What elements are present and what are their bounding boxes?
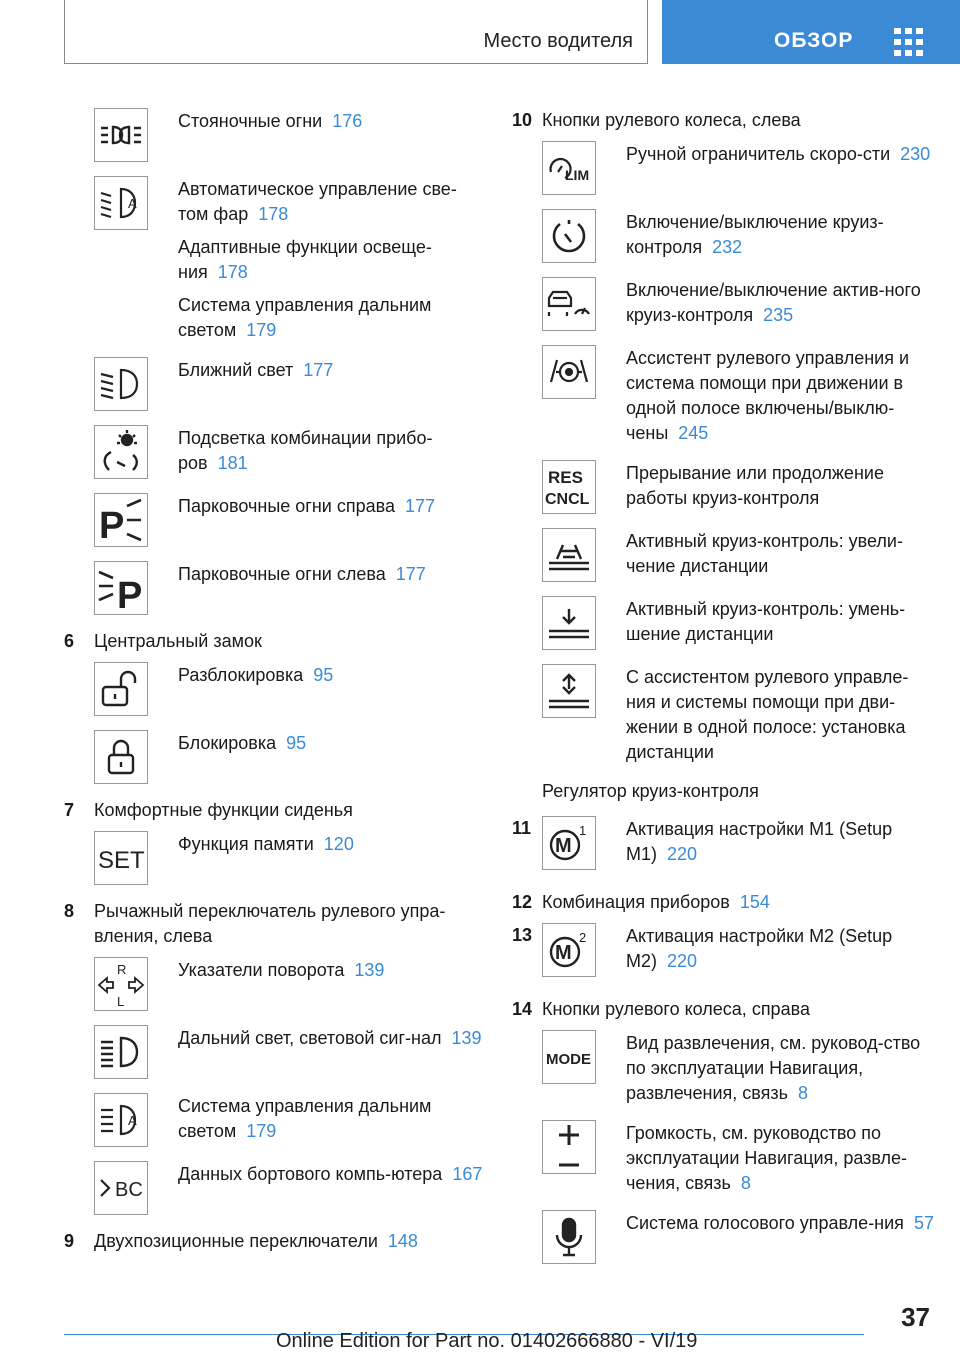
unlock-icon-graphic	[95, 663, 147, 715]
section-title	[94, 629, 484, 654]
icon-row	[542, 209, 936, 263]
distance-set-icon	[542, 664, 596, 718]
section-number: 11	[512, 818, 532, 838]
section-title-text: Комфортные функции сиденья	[94, 800, 353, 820]
description-text: Стояночные огни	[178, 111, 323, 131]
set-icon-graphic	[95, 832, 147, 884]
svg-text:P: P	[117, 575, 143, 614]
icon-row	[542, 1120, 936, 1196]
svg-text:P: P	[99, 505, 125, 546]
description	[178, 358, 484, 383]
row-text	[178, 1026, 484, 1051]
page-reference-link[interactable]: 177	[395, 564, 426, 584]
svg-text:RES: RES	[548, 468, 583, 487]
description	[178, 958, 484, 983]
description-text: Система управления дальним светом	[178, 295, 432, 340]
page-reference-link[interactable]: 220	[667, 844, 698, 864]
icon-row	[542, 816, 936, 870]
header-title: Место водителя	[483, 30, 633, 52]
description	[626, 142, 936, 167]
page-reference-link[interactable]: 95	[286, 733, 307, 753]
description	[178, 426, 484, 476]
section-title	[94, 798, 484, 823]
description-text: Функция памяти	[178, 834, 314, 854]
description	[626, 1121, 936, 1196]
svg-text:M: M	[555, 942, 572, 964]
description-text: Вид развлечения, см. руковод-ство по эксплуатации Навигация, развлечения, связь	[626, 1033, 921, 1103]
right-column	[512, 108, 936, 1278]
section-number: 13	[512, 925, 533, 945]
page-reference-link[interactable]: 230	[900, 144, 931, 164]
description	[626, 817, 936, 867]
description-text: Система управления дальним светом	[178, 1096, 432, 1141]
page-reference-link[interactable]: 8	[740, 1173, 751, 1193]
description-text: Система голосового управле-ния	[626, 1213, 904, 1233]
description	[626, 278, 936, 328]
volume-icon	[542, 1120, 596, 1174]
icon-row	[94, 561, 484, 615]
description-text: Подсветка комбинации прибо-ров	[178, 428, 433, 473]
description	[178, 1026, 484, 1051]
left-column	[64, 108, 484, 1262]
section-title-text: Рычажный переключатель рулевого упра-вления, слева	[94, 901, 446, 946]
svg-text:A: A	[128, 196, 137, 211]
description	[626, 597, 936, 647]
page-reference-link[interactable]: 181	[217, 453, 248, 473]
svg-text:CNCL: CNCL	[545, 491, 590, 508]
description-text: С ассистентом рулевого управле-ния и системы помощи при дви-жении в одной полосе: установка дистанции	[626, 667, 909, 762]
page-reference-link[interactable]: 220	[667, 951, 698, 971]
description-text: Прерывание или продолжение работы круиз-контроля	[626, 463, 884, 508]
m2-icon-graphic	[543, 924, 595, 976]
row-text	[626, 597, 936, 647]
row-text	[626, 142, 936, 167]
section-title	[542, 890, 936, 915]
description	[626, 1211, 936, 1236]
parking-light-left-icon	[94, 561, 148, 615]
icon-row	[542, 277, 936, 331]
description	[178, 832, 484, 857]
section-title-text: Центральный замок	[94, 631, 262, 651]
row-text	[626, 924, 936, 974]
description-text: Блокировка	[178, 733, 277, 753]
unlock-icon	[94, 662, 148, 716]
page-reference-link[interactable]: 139	[354, 960, 385, 980]
section-number: 7	[64, 800, 75, 820]
section-heading	[512, 890, 936, 915]
icon-row	[542, 1210, 936, 1264]
row-text	[178, 177, 484, 343]
description	[626, 665, 936, 765]
description	[178, 109, 484, 134]
turn-signal-icon-graphic	[95, 958, 147, 1010]
svg-text:L: L	[117, 994, 125, 1009]
page-reference-link[interactable]: 8	[798, 1083, 809, 1103]
icon-row	[94, 1025, 484, 1079]
description	[178, 1094, 484, 1144]
icon-row	[542, 1030, 936, 1106]
section-heading	[512, 923, 936, 991]
svg-text:SET: SET	[98, 847, 145, 874]
row-text	[626, 278, 936, 328]
icon-row	[94, 662, 484, 716]
m2-icon	[542, 923, 596, 977]
description-text: Активация настройки M2 (Setup M2)	[626, 926, 893, 971]
section-title-text: Комбинация приборов	[542, 892, 730, 912]
board-computer-icon-graphic	[95, 1162, 147, 1214]
description	[626, 924, 936, 974]
row-text	[178, 494, 484, 519]
icon-row	[94, 1161, 484, 1215]
icon-row	[94, 176, 484, 343]
section-items	[542, 923, 936, 991]
svg-text:2: 2	[579, 930, 587, 945]
parking-light-right-icon	[94, 493, 148, 547]
icon-row	[542, 923, 936, 977]
tab-overview[interactable]	[662, 0, 960, 64]
description	[178, 562, 484, 587]
icon-row	[94, 108, 484, 162]
row-text	[626, 1211, 936, 1236]
section-title-text: Двухпозиционные переключатели	[94, 1231, 378, 1251]
section-heading	[64, 798, 484, 823]
description-text: Активный круиз-контроль: увели-чение дистанции	[626, 531, 903, 576]
row-text	[626, 817, 936, 867]
page-reference-link[interactable]: 95	[313, 665, 334, 685]
distance-increase-icon	[542, 528, 596, 582]
high-beam-icon	[94, 1025, 148, 1079]
description	[178, 177, 484, 227]
row-text	[626, 1121, 936, 1196]
distance-set-icon-graphic	[543, 665, 595, 717]
page-number: 37	[901, 1302, 930, 1332]
svg-text:MODE: MODE	[546, 1051, 591, 1068]
row-text	[178, 1162, 484, 1187]
description-text: Парковочные огни справа	[178, 496, 396, 516]
auto-headlight-icon	[94, 176, 148, 230]
section-heading	[64, 629, 484, 654]
page-reference-link[interactable]: 176	[332, 111, 363, 131]
instrument-lighting-icon-graphic	[95, 426, 147, 478]
row-text	[178, 958, 484, 983]
page-reference-link[interactable]: 167	[452, 1164, 483, 1184]
section-heading	[512, 997, 936, 1022]
section-title	[94, 899, 484, 949]
page-reference-link[interactable]: 154	[739, 892, 770, 912]
icon-row	[542, 141, 936, 195]
svg-text:BC: BC	[115, 1179, 143, 1201]
icon-row	[542, 460, 936, 514]
section-number: 8	[64, 901, 75, 921]
section-number: 6	[64, 631, 75, 651]
page-reference-link[interactable]: 178	[258, 204, 289, 224]
section-title-text: Кнопки рулевого колеса, слева	[542, 110, 801, 130]
row-text	[178, 358, 484, 383]
mode-icon	[542, 1030, 596, 1084]
page-reference-link[interactable]: 177	[303, 360, 334, 380]
description	[626, 529, 936, 579]
description	[178, 293, 484, 343]
description	[178, 663, 484, 688]
description	[178, 731, 484, 756]
section-title-text: Кнопки рулевого колеса, справа	[542, 999, 810, 1019]
icon-row	[542, 345, 936, 446]
svg-text:R: R	[117, 962, 127, 977]
parking-light-left-icon-graphic	[95, 562, 147, 614]
parking-light-right-icon-graphic	[95, 494, 147, 546]
description-text: Ручной ограничитель скоро-сти	[626, 144, 891, 164]
description-text: Ближний свет	[178, 360, 294, 380]
description-text: Ассистент рулевого управления и система помощи при движении в одной полосе включены/выклю-чены	[626, 348, 910, 443]
steering-assist-icon-graphic	[543, 346, 595, 398]
page-reference-link[interactable]: 235	[763, 305, 794, 325]
description-text: Включение/выключение актив-ного круиз-контроля	[626, 280, 921, 325]
section-number: 10	[512, 110, 533, 130]
section-title	[542, 108, 936, 133]
section-title	[542, 997, 936, 1022]
icon-row	[94, 357, 484, 411]
description-text: Указатели поворота	[178, 960, 345, 980]
high-beam-icon-graphic	[95, 1026, 147, 1078]
set-icon	[94, 831, 148, 885]
row-text	[626, 1031, 936, 1106]
parking-lights-icon-graphic	[95, 109, 147, 161]
description	[178, 494, 484, 519]
description-text: Автоматическое управление све-том фар	[178, 179, 457, 224]
section-heading	[64, 1229, 484, 1254]
description-text: Данных бортового компь-ютера	[178, 1164, 443, 1184]
description-text: Активный круиз-контроль: умень-шение дистанции	[626, 599, 906, 644]
section-items	[542, 816, 936, 884]
description	[626, 210, 936, 260]
row-text	[626, 210, 936, 260]
description	[626, 1031, 936, 1106]
low-beam-icon	[94, 357, 148, 411]
board-computer-icon	[94, 1161, 148, 1215]
row-text	[626, 461, 936, 511]
icon-row	[94, 1093, 484, 1147]
high-beam-assist-icon-graphic	[95, 1094, 147, 1146]
svg-text:1: 1	[579, 823, 587, 838]
description	[178, 1162, 484, 1187]
row-text	[626, 665, 936, 765]
row-text	[178, 109, 484, 134]
icon-row	[542, 596, 936, 650]
row-text	[626, 346, 936, 446]
description-text: Адаптивные функции освеще-ния	[178, 237, 432, 282]
volume-icon-graphic	[543, 1121, 595, 1173]
page-reference-link[interactable]: 120	[323, 834, 354, 854]
page-reference-link[interactable]: 232	[712, 237, 743, 257]
row-text	[178, 832, 484, 857]
page-reference-link[interactable]: 178	[217, 262, 248, 282]
icon-row	[94, 493, 484, 547]
section-heading	[512, 108, 936, 133]
instrument-lighting-icon	[94, 425, 148, 479]
row-text	[178, 562, 484, 587]
turn-signal-icon	[94, 957, 148, 1011]
page-reference-link[interactable]: 139	[451, 1028, 482, 1048]
footer-edition: Online Edition for Part no. 01402666880 - VI/19	[276, 1330, 698, 1352]
high-beam-assist-icon	[94, 1093, 148, 1147]
speed-limiter-icon-graphic	[543, 142, 595, 194]
row-text	[626, 529, 936, 579]
header-box	[64, 0, 648, 64]
description	[626, 461, 936, 511]
cruise-control-icon-graphic	[543, 210, 595, 262]
section-number: 9	[64, 1231, 75, 1251]
mode-icon-graphic	[543, 1031, 595, 1083]
description-text: Парковочные огни слева	[178, 564, 386, 584]
icon-row	[94, 730, 484, 784]
description-text: Дальний свет, световой сиг-нал	[178, 1028, 442, 1048]
lock-icon-graphic	[95, 731, 147, 783]
grid-icon	[894, 28, 924, 56]
distance-increase-icon-graphic	[543, 529, 595, 581]
icon-row	[94, 425, 484, 479]
voice-control-icon	[542, 1210, 596, 1264]
icon-row	[94, 957, 484, 1011]
res-cncl-icon	[542, 460, 596, 514]
active-cruise-icon-graphic	[543, 278, 595, 330]
icon-row	[542, 528, 936, 582]
section-heading	[64, 899, 484, 949]
active-cruise-icon	[542, 277, 596, 331]
section-title	[94, 1229, 484, 1254]
low-beam-icon-graphic	[95, 358, 147, 410]
row-text	[178, 426, 484, 476]
voice-control-icon-graphic	[543, 1211, 595, 1263]
speed-limiter-icon	[542, 141, 596, 195]
m1-icon-graphic	[543, 817, 595, 869]
res-cncl-icon-graphic	[543, 461, 595, 513]
steering-assist-icon	[542, 345, 596, 399]
lock-icon	[94, 730, 148, 784]
row-text	[178, 731, 484, 756]
description-text: Включение/выключение круиз-контроля	[626, 212, 884, 257]
description-text: Громкость, см. руководство по эксплуатации Навигация, развле-чения, связь	[626, 1123, 908, 1193]
page-reference-link[interactable]: 179	[246, 320, 277, 340]
row-text	[178, 1094, 484, 1144]
page-reference-link[interactable]: 245	[678, 423, 709, 443]
svg-text:A: A	[128, 1113, 137, 1128]
tab-overview-label: ОБЗОР	[774, 29, 854, 52]
section-footnote: Регулятор круиз-контроля	[542, 781, 759, 801]
distance-decrease-icon-graphic	[543, 597, 595, 649]
description-text: Разблокировка	[178, 665, 304, 685]
distance-decrease-icon	[542, 596, 596, 650]
icon-row	[542, 664, 936, 765]
page-reference-link[interactable]: 57	[913, 1213, 934, 1233]
svg-text:M: M	[555, 835, 572, 857]
page-reference-link[interactable]: 177	[405, 496, 436, 516]
cruise-control-icon	[542, 209, 596, 263]
section-number: 14	[512, 999, 533, 1019]
section-number: 12	[512, 892, 533, 912]
page-reference-link[interactable]: 148	[387, 1231, 418, 1251]
description-text: Активация настройки M1 (Setup M1)	[626, 819, 893, 864]
parking-lights-icon	[94, 108, 148, 162]
row-text	[178, 663, 484, 688]
section-heading	[512, 816, 936, 884]
description	[626, 346, 936, 446]
description	[178, 235, 484, 285]
icon-row	[94, 831, 484, 885]
auto-headlight-icon-graphic	[95, 177, 147, 229]
page-reference-link[interactable]: 179	[246, 1121, 277, 1141]
svg-text:LIM: LIM	[565, 167, 590, 183]
m1-icon	[542, 816, 596, 870]
